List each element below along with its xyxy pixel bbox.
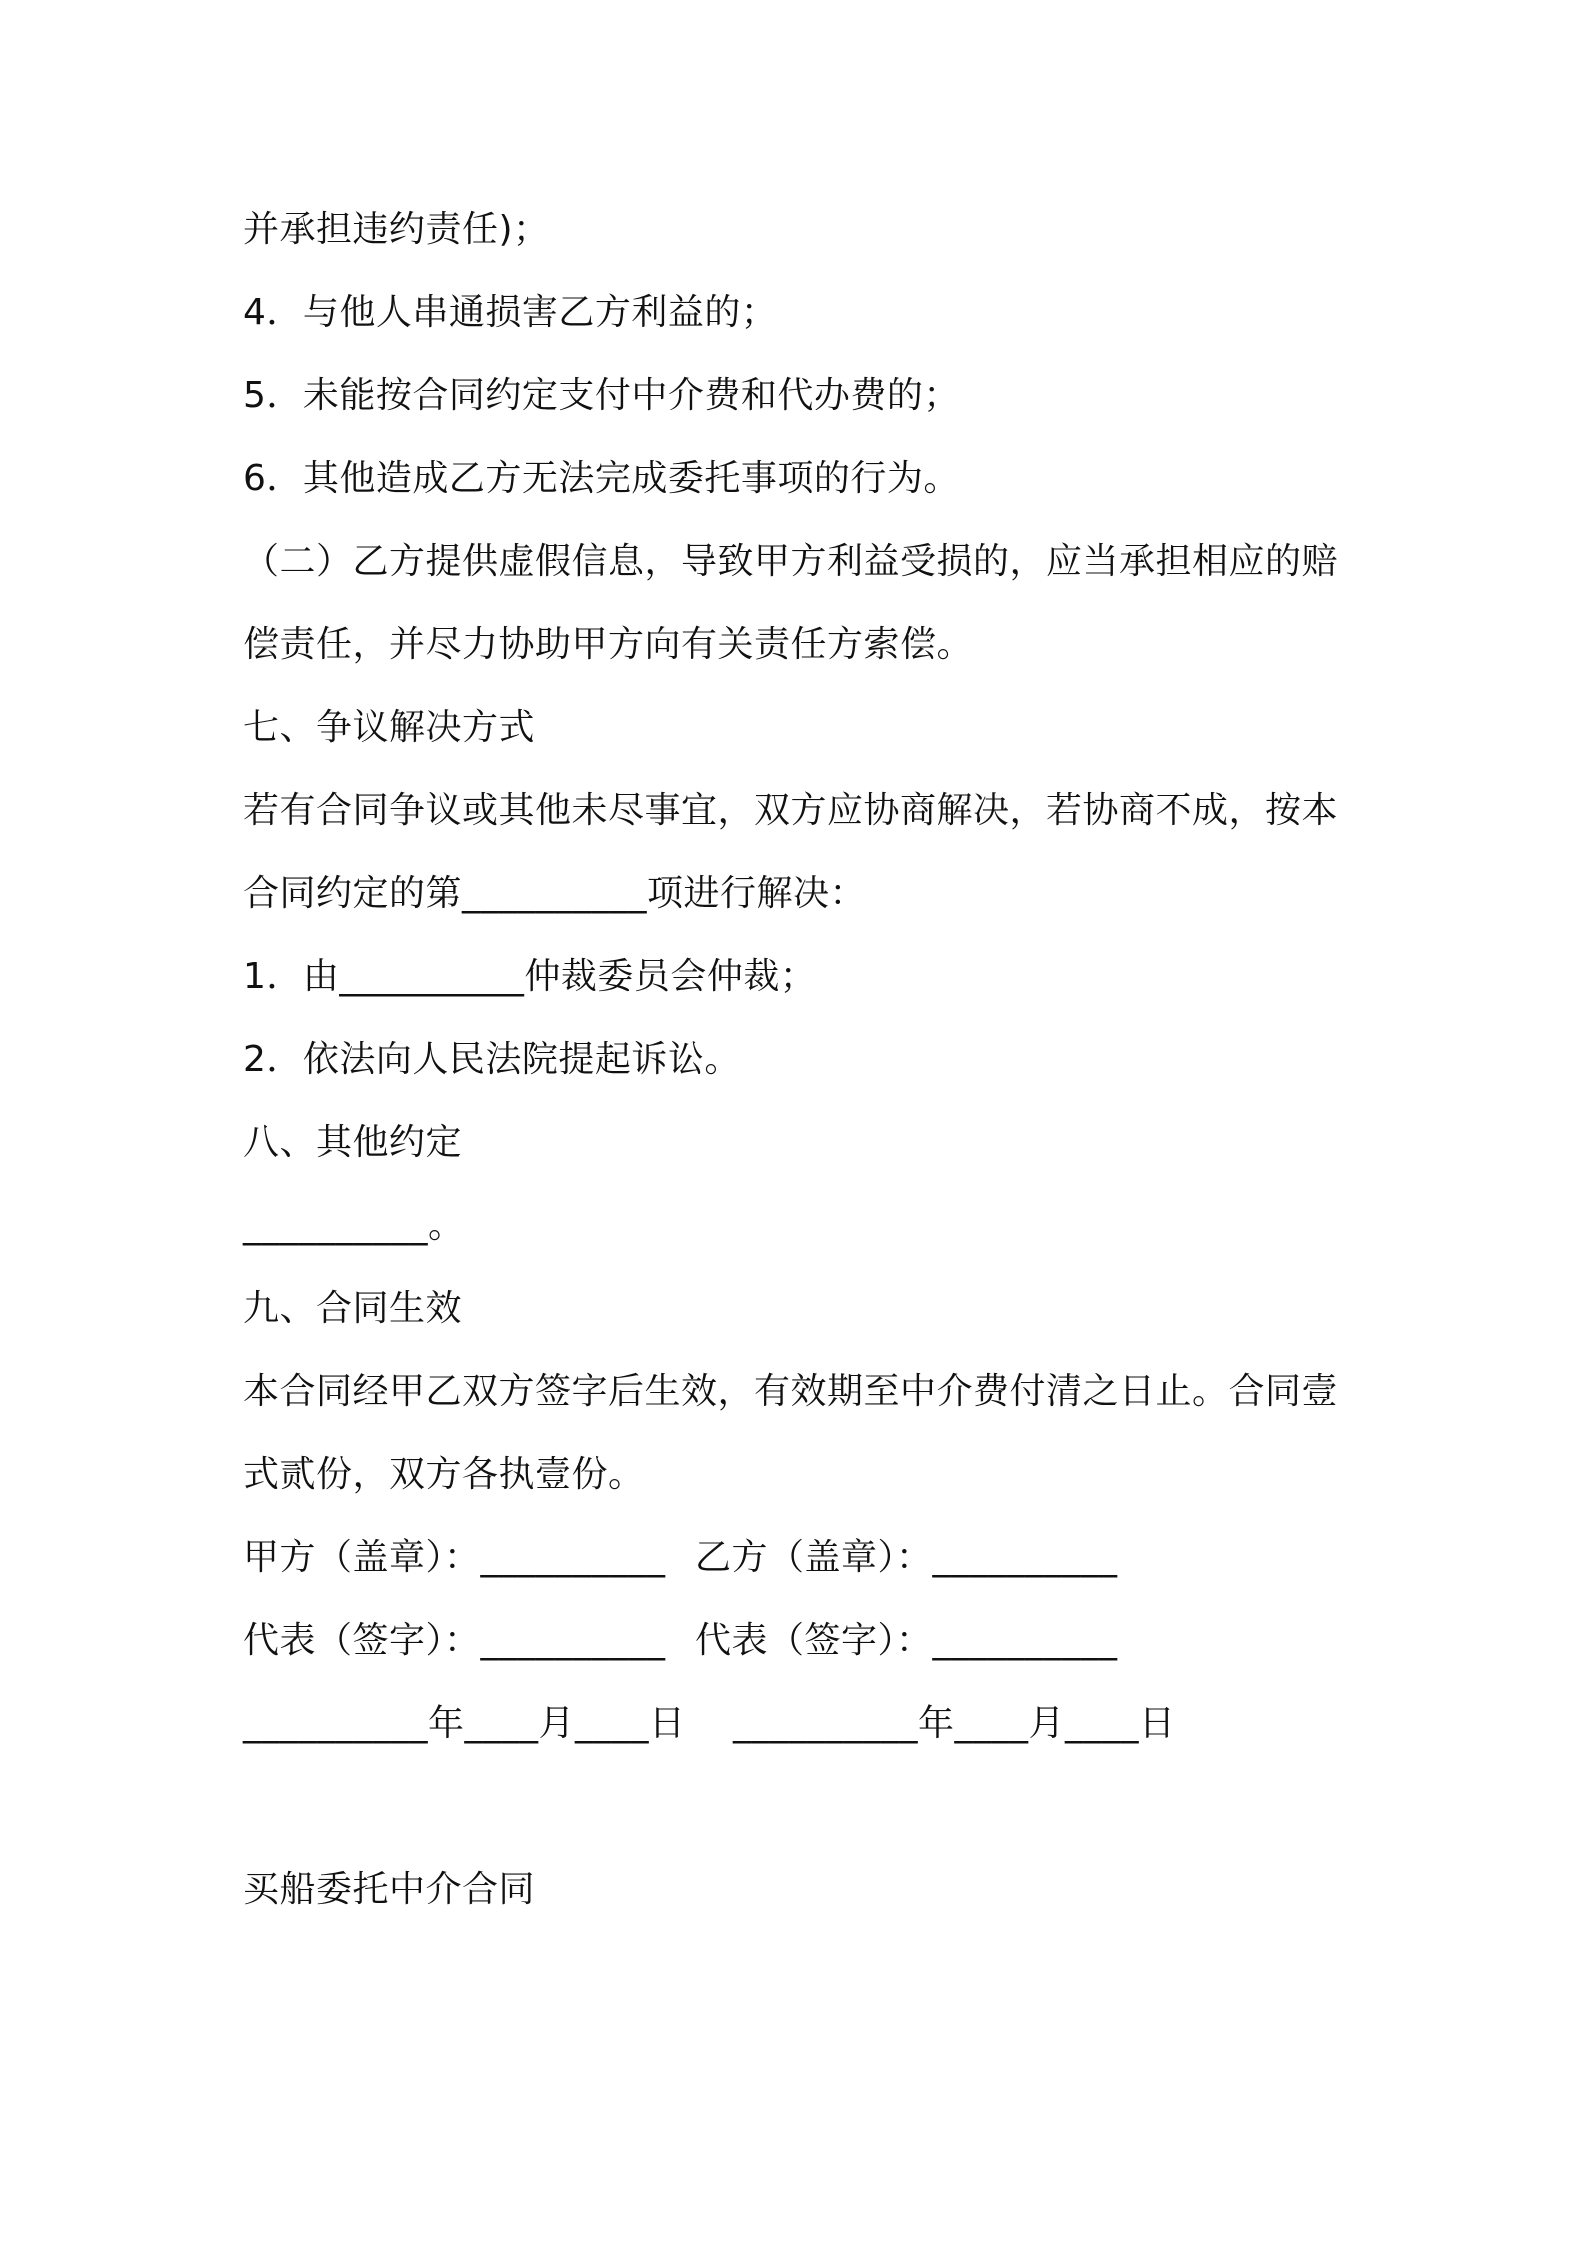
effectiveness-paragraph-line-1: 本合同经甲乙双方签字后生效，有效期至中介费付清之日止。合同壹 [243,1371,1339,1412]
next-document-title: 买船委托中介合同 [243,1869,536,1910]
party-b-date-field: __________年____月____日 [733,1703,1176,1744]
clause-item-5: 5．未能按合同约定支付中介费和代办费的； [243,375,960,416]
section-heading-effectiveness: 九、合同生效 [243,1288,463,1329]
party-a-seal-field: 甲方（盖章）：__________ [243,1537,666,1578]
clause-item-6: 6．其他造成乙方无法完成委托事项的行为。 [243,458,960,499]
dispute-option-arbitration: 1．由__________仲裁委员会仲裁； [243,956,817,997]
clause-paragraph-2-line-1: （二）乙方提供虚假信息，导致甲方利益受损的，应当承担相应的赔 [243,541,1339,582]
dispute-paragraph-line-2: 合同约定的第__________项进行解决： [243,873,867,914]
clause-paragraph-2-line-2: 偿责任，并尽力协助甲方向有关责任方索偿。 [243,624,974,665]
other-terms-blank: __________。 [243,1205,465,1246]
party-b-representative-field: 代表（签字）：__________ [695,1620,1118,1661]
dispute-paragraph-line-1: 若有合同争议或其他未尽事宜，双方应协商解决，若协商不成，按本 [243,790,1339,831]
party-a-representative-field: 代表（签字）：__________ [243,1620,666,1661]
clause-item-4: 4．与他人串通损害乙方利益的； [243,292,778,333]
effectiveness-paragraph-line-2: 式贰份，双方各执壹份。 [243,1454,645,1495]
dispute-option-litigation: 2．依法向人民法院提起诉讼。 [243,1039,741,1080]
party-a-date-field: __________年____月____日 [243,1703,686,1744]
section-heading-dispute-resolution: 七、争议解决方式 [243,707,536,748]
section-heading-other-terms: 八、其他约定 [243,1122,463,1163]
clause-text-line: 并承担违约责任)； [243,209,550,250]
party-b-seal-field: 乙方（盖章）：__________ [695,1537,1118,1578]
